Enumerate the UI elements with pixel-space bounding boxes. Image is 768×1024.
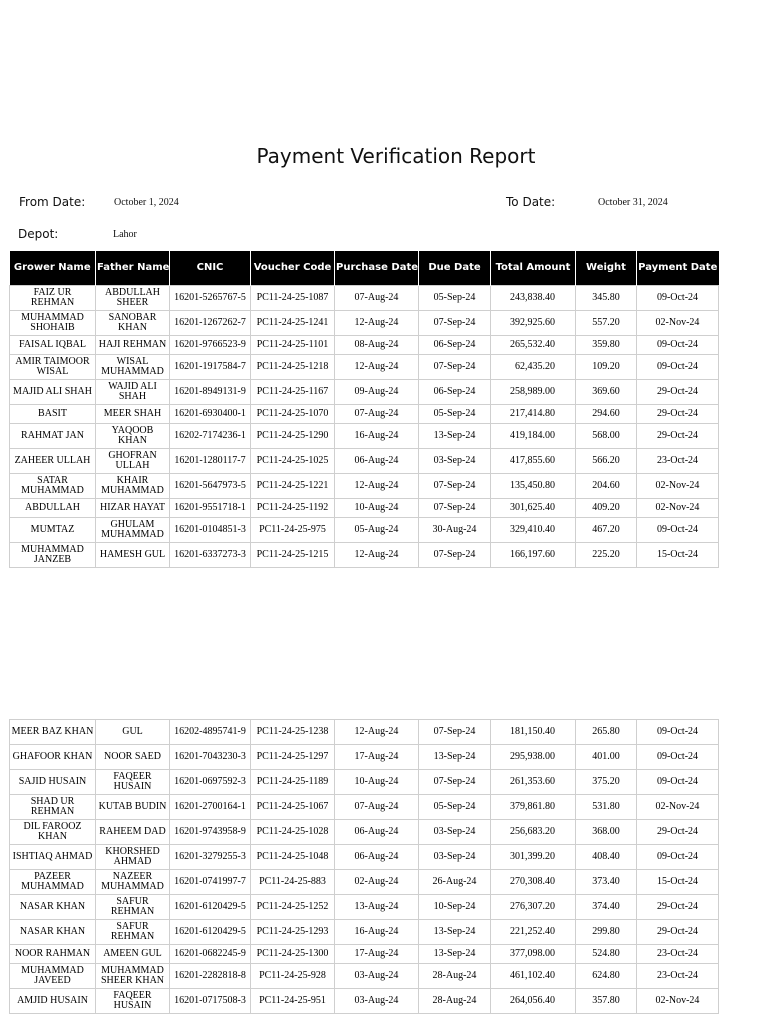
col-total-amount: Total Amount: [491, 251, 576, 285]
due-date-cell: 13-Sep-24: [419, 920, 491, 945]
payment-date-cell: 29-Oct-24: [637, 920, 719, 945]
father-name-cell: HAMESH GUL: [96, 542, 170, 567]
purchase-date-cell: 12-Aug-24: [335, 473, 419, 498]
father-name-cell: SANOBAR KHAN: [96, 310, 170, 335]
purchase-date-cell: 06-Aug-24: [335, 845, 419, 870]
voucher-code-cell: PC11-24-25-951: [251, 989, 335, 1014]
due-date-cell: 03-Sep-24: [419, 820, 491, 845]
weight-cell: 524.80: [576, 945, 637, 964]
from-date-label: From Date:: [19, 195, 86, 209]
purchase-date-cell: 06-Aug-24: [335, 448, 419, 473]
table-row: [10, 895, 719, 920]
purchase-date-cell: 12-Aug-24: [335, 354, 419, 379]
purchase-date-cell: 13-Aug-24: [335, 895, 419, 920]
voucher-code-cell: PC11-24-25-1025: [251, 448, 335, 473]
cnic-cell: 16201-2282818-8: [170, 964, 251, 989]
weight-cell: 225.20: [576, 542, 637, 567]
voucher-code-cell: PC11-24-25-1192: [251, 498, 335, 517]
to-date-label: To Date:: [506, 195, 556, 209]
payment-date-cell: 29-Oct-24: [637, 423, 719, 448]
total-amount-cell: 256,683.20: [491, 820, 576, 845]
grower-name-cell: BASIT: [10, 404, 96, 423]
purchase-date-cell: 03-Aug-24: [335, 989, 419, 1014]
due-date-cell: 30-Aug-24: [419, 517, 491, 542]
weight-cell: 467.20: [576, 517, 637, 542]
table-row: [10, 310, 719, 335]
purchase-date-cell: 07-Aug-24: [335, 795, 419, 820]
due-date-cell: 07-Sep-24: [419, 310, 491, 335]
table-row: [10, 542, 719, 567]
father-name-cell: NOOR SAED: [96, 745, 170, 770]
payment-date-cell: 02-Nov-24: [637, 989, 719, 1014]
voucher-code-cell: PC11-24-25-1215: [251, 542, 335, 567]
total-amount-cell: 295,938.00: [491, 745, 576, 770]
weight-cell: 265.80: [576, 720, 637, 745]
col-grower-name: Grower Name: [10, 251, 96, 285]
due-date-cell: 03-Sep-24: [419, 845, 491, 870]
cnic-cell: 16201-9766523-9: [170, 335, 251, 354]
father-name-cell: HAJI REHMAN: [96, 335, 170, 354]
grower-name-cell: MUHAMMAD SHOHAIB: [10, 310, 96, 335]
col-voucher-code: Voucher Code: [251, 251, 335, 285]
due-date-cell: 03-Sep-24: [419, 448, 491, 473]
weight-cell: 374.40: [576, 895, 637, 920]
to-date-value: October 31, 2024: [598, 197, 668, 208]
voucher-code-cell: PC11-24-25-1252: [251, 895, 335, 920]
weight-cell: 359.80: [576, 335, 637, 354]
voucher-code-cell: PC11-24-25-1087: [251, 285, 335, 310]
table-row: [10, 285, 719, 310]
total-amount-cell: 181,150.40: [491, 720, 576, 745]
table-row: [10, 448, 719, 473]
grower-name-cell: FAIZ UR REHMAN: [10, 285, 96, 310]
cnic-cell: 16201-0104851-3: [170, 517, 251, 542]
table-row: [10, 845, 719, 870]
depot-value: Lahor: [113, 229, 137, 240]
total-amount-cell: 270,308.40: [491, 870, 576, 895]
father-name-cell: KHORSHED AHMAD: [96, 845, 170, 870]
table-row: [10, 920, 719, 945]
payment-date-cell: 09-Oct-24: [637, 720, 719, 745]
table-row: [10, 795, 719, 820]
payment-date-cell: 09-Oct-24: [637, 845, 719, 870]
voucher-code-cell: PC11-24-25-1070: [251, 404, 335, 423]
voucher-code-cell: PC11-24-25-1067: [251, 795, 335, 820]
table-row: [10, 945, 719, 964]
payment-date-cell: 09-Oct-24: [637, 285, 719, 310]
cnic-cell: 16201-9551718-1: [170, 498, 251, 517]
table-row: [10, 820, 719, 845]
voucher-code-cell: PC11-24-25-1218: [251, 354, 335, 379]
cnic-cell: 16201-2700164-1: [170, 795, 251, 820]
father-name-cell: GHULAM MUHAMMAD: [96, 517, 170, 542]
weight-cell: 624.80: [576, 964, 637, 989]
father-name-cell: YAQOOB KHAN: [96, 423, 170, 448]
total-amount-cell: 392,925.60: [491, 310, 576, 335]
total-amount-cell: 301,399.20: [491, 845, 576, 870]
weight-cell: 557.20: [576, 310, 637, 335]
cnic-cell: 16201-6337273-3: [170, 542, 251, 567]
due-date-cell: 28-Aug-24: [419, 989, 491, 1014]
voucher-code-cell: PC11-24-25-883: [251, 870, 335, 895]
weight-cell: 375.20: [576, 770, 637, 795]
payment-table-page-2: [9, 719, 719, 1014]
due-date-cell: 13-Sep-24: [419, 745, 491, 770]
table-row: [10, 498, 719, 517]
father-name-cell: WISAL MUHAMMAD: [96, 354, 170, 379]
voucher-code-cell: PC11-24-25-1297: [251, 745, 335, 770]
payment-date-cell: 23-Oct-24: [637, 945, 719, 964]
purchase-date-cell: 12-Aug-24: [335, 542, 419, 567]
table-row: [10, 423, 719, 448]
purchase-date-cell: 12-Aug-24: [335, 720, 419, 745]
purchase-date-cell: 17-Aug-24: [335, 945, 419, 964]
due-date-cell: 06-Sep-24: [419, 379, 491, 404]
weight-cell: 345.80: [576, 285, 637, 310]
voucher-code-cell: PC11-24-25-975: [251, 517, 335, 542]
weight-cell: 204.60: [576, 473, 637, 498]
purchase-date-cell: 10-Aug-24: [335, 498, 419, 517]
cnic-cell: 16202-4895741-9: [170, 720, 251, 745]
father-name-cell: GUL: [96, 720, 170, 745]
cnic-cell: 16201-6120429-5: [170, 895, 251, 920]
due-date-cell: 07-Sep-24: [419, 473, 491, 498]
grower-name-cell: MAJID ALI SHAH: [10, 379, 96, 404]
payment-date-cell: 09-Oct-24: [637, 354, 719, 379]
table-row: [10, 989, 719, 1014]
grower-name-cell: SHAD UR REHMAN: [10, 795, 96, 820]
grower-name-cell: ISHTIAQ AHMAD: [10, 845, 96, 870]
table-row: [10, 770, 719, 795]
weight-cell: 294.60: [576, 404, 637, 423]
cnic-cell: 16201-3279255-3: [170, 845, 251, 870]
voucher-code-cell: PC11-24-25-1238: [251, 720, 335, 745]
father-name-cell: RAHEEM DAD: [96, 820, 170, 845]
total-amount-cell: 243,838.40: [491, 285, 576, 310]
cnic-cell: 16201-0682245-9: [170, 945, 251, 964]
due-date-cell: 07-Sep-24: [419, 354, 491, 379]
voucher-code-cell: PC11-24-25-1290: [251, 423, 335, 448]
payment-date-cell: 15-Oct-24: [637, 870, 719, 895]
weight-cell: 299.80: [576, 920, 637, 945]
voucher-code-cell: PC11-24-25-1293: [251, 920, 335, 945]
table-body-page-1: [10, 285, 719, 567]
weight-cell: 401.00: [576, 745, 637, 770]
voucher-code-cell: PC11-24-25-928: [251, 964, 335, 989]
table-row: [10, 354, 719, 379]
payment-date-cell: 02-Nov-24: [637, 473, 719, 498]
voucher-code-cell: PC11-24-25-1300: [251, 945, 335, 964]
grower-name-cell: FAISAL IQBAL: [10, 335, 96, 354]
father-name-cell: WAJID ALI SHAH: [96, 379, 170, 404]
cnic-cell: 16201-0717508-3: [170, 989, 251, 1014]
father-name-cell: FAQEER HUSAIN: [96, 770, 170, 795]
table-row: [10, 404, 719, 423]
grower-name-cell: DIL FAROOZ KHAN: [10, 820, 96, 845]
purchase-date-cell: 10-Aug-24: [335, 770, 419, 795]
purchase-date-cell: 06-Aug-24: [335, 820, 419, 845]
weight-cell: 109.20: [576, 354, 637, 379]
payment-date-cell: 02-Nov-24: [637, 795, 719, 820]
cnic-cell: 16201-8949131-9: [170, 379, 251, 404]
total-amount-cell: 379,861.80: [491, 795, 576, 820]
total-amount-cell: 258,989.00: [491, 379, 576, 404]
table-row: [10, 473, 719, 498]
voucher-code-cell: PC11-24-25-1048: [251, 845, 335, 870]
weight-cell: 369.60: [576, 379, 637, 404]
father-name-cell: SAFUR REHMAN: [96, 920, 170, 945]
grower-name-cell: MUHAMMAD JAVEED: [10, 964, 96, 989]
table-header-row: [10, 251, 719, 285]
purchase-date-cell: 03-Aug-24: [335, 964, 419, 989]
grower-name-cell: ZAHEER ULLAH: [10, 448, 96, 473]
grower-name-cell: NOOR RAHMAN: [10, 945, 96, 964]
total-amount-cell: 301,625.40: [491, 498, 576, 517]
cnic-cell: 16201-0741997-7: [170, 870, 251, 895]
due-date-cell: 07-Sep-24: [419, 498, 491, 517]
grower-name-cell: NASAR KHAN: [10, 895, 96, 920]
father-name-cell: KUTAB BUDIN: [96, 795, 170, 820]
grower-name-cell: ABDULLAH: [10, 498, 96, 517]
weight-cell: 368.00: [576, 820, 637, 845]
weight-cell: 408.40: [576, 845, 637, 870]
voucher-code-cell: PC11-24-25-1189: [251, 770, 335, 795]
total-amount-cell: 276,307.20: [491, 895, 576, 920]
table-row: [10, 964, 719, 989]
father-name-cell: MEER SHAH: [96, 404, 170, 423]
report-title: Payment Verification Report: [256, 144, 536, 168]
grower-name-cell: AMJID HUSAIN: [10, 989, 96, 1014]
weight-cell: 566.20: [576, 448, 637, 473]
father-name-cell: MUHAMMAD SHEER KHAN: [96, 964, 170, 989]
col-father-name: Father Name: [96, 251, 170, 285]
payment-date-cell: 09-Oct-24: [637, 517, 719, 542]
voucher-code-cell: PC11-24-25-1101: [251, 335, 335, 354]
col-purchase-date: Purchase Date: [335, 251, 419, 285]
grower-name-cell: MUMTAZ: [10, 517, 96, 542]
payment-date-cell: 02-Nov-24: [637, 310, 719, 335]
total-amount-cell: 377,098.00: [491, 945, 576, 964]
table-row: [10, 745, 719, 770]
total-amount-cell: 217,414.80: [491, 404, 576, 423]
total-amount-cell: 417,855.60: [491, 448, 576, 473]
cnic-cell: 16201-1267262-7: [170, 310, 251, 335]
grower-name-cell: NASAR KHAN: [10, 920, 96, 945]
cnic-cell: 16201-1280117-7: [170, 448, 251, 473]
due-date-cell: 07-Sep-24: [419, 770, 491, 795]
total-amount-cell: 261,353.60: [491, 770, 576, 795]
due-date-cell: 13-Sep-24: [419, 945, 491, 964]
grower-name-cell: PAZEER MUHAMMAD: [10, 870, 96, 895]
grower-name-cell: SATAR MUHAMMAD: [10, 473, 96, 498]
purchase-date-cell: 16-Aug-24: [335, 423, 419, 448]
weight-cell: 373.40: [576, 870, 637, 895]
father-name-cell: KHAIR MUHAMMAD: [96, 473, 170, 498]
total-amount-cell: 329,410.40: [491, 517, 576, 542]
purchase-date-cell: 02-Aug-24: [335, 870, 419, 895]
father-name-cell: NAZEER MUHAMMAD: [96, 870, 170, 895]
father-name-cell: GHOFRAN ULLAH: [96, 448, 170, 473]
father-name-cell: ABDULLAH SHEER: [96, 285, 170, 310]
weight-cell: 568.00: [576, 423, 637, 448]
due-date-cell: 07-Sep-24: [419, 720, 491, 745]
cnic-cell: 16201-5265767-5: [170, 285, 251, 310]
payment-date-cell: 09-Oct-24: [637, 745, 719, 770]
table-body-page-2: [10, 720, 719, 1014]
payment-table-page-1: [9, 251, 719, 568]
weight-cell: 409.20: [576, 498, 637, 517]
payment-date-cell: 29-Oct-24: [637, 895, 719, 920]
weight-cell: 531.80: [576, 795, 637, 820]
table-row: [10, 379, 719, 404]
purchase-date-cell: 17-Aug-24: [335, 745, 419, 770]
depot-label: Depot:: [18, 227, 59, 241]
father-name-cell: AMEEN GUL: [96, 945, 170, 964]
total-amount-cell: 135,450.80: [491, 473, 576, 498]
cnic-cell: 16201-7043230-3: [170, 745, 251, 770]
purchase-date-cell: 16-Aug-24: [335, 920, 419, 945]
grower-name-cell: RAHMAT JAN: [10, 423, 96, 448]
col-due-date: Due Date: [419, 251, 491, 285]
cnic-cell: 16201-1917584-7: [170, 354, 251, 379]
total-amount-cell: 461,102.40: [491, 964, 576, 989]
cnic-cell: 16201-9743958-9: [170, 820, 251, 845]
purchase-date-cell: 07-Aug-24: [335, 285, 419, 310]
total-amount-cell: 221,252.40: [491, 920, 576, 945]
voucher-code-cell: PC11-24-25-1028: [251, 820, 335, 845]
table-row: [10, 335, 719, 354]
due-date-cell: 06-Sep-24: [419, 335, 491, 354]
weight-cell: 357.80: [576, 989, 637, 1014]
due-date-cell: 28-Aug-24: [419, 964, 491, 989]
table-row: [10, 870, 719, 895]
cnic-cell: 16201-6120429-5: [170, 920, 251, 945]
due-date-cell: 07-Sep-24: [419, 542, 491, 567]
payment-date-cell: 23-Oct-24: [637, 964, 719, 989]
purchase-date-cell: 05-Aug-24: [335, 517, 419, 542]
grower-name-cell: MEER BAZ KHAN: [10, 720, 96, 745]
total-amount-cell: 264,056.40: [491, 989, 576, 1014]
payment-date-cell: 29-Oct-24: [637, 404, 719, 423]
total-amount-cell: 166,197.60: [491, 542, 576, 567]
table-row: [10, 517, 719, 542]
grower-name-cell: MUHAMMAD JANZEB: [10, 542, 96, 567]
due-date-cell: 05-Sep-24: [419, 795, 491, 820]
payment-date-cell: 29-Oct-24: [637, 379, 719, 404]
purchase-date-cell: 07-Aug-24: [335, 404, 419, 423]
cnic-cell: 16201-0697592-3: [170, 770, 251, 795]
voucher-code-cell: PC11-24-25-1167: [251, 379, 335, 404]
payment-date-cell: 09-Oct-24: [637, 335, 719, 354]
total-amount-cell: 265,532.40: [491, 335, 576, 354]
table-row: [10, 720, 719, 745]
due-date-cell: 10-Sep-24: [419, 895, 491, 920]
payment-date-cell: 09-Oct-24: [637, 770, 719, 795]
total-amount-cell: 62,435.20: [491, 354, 576, 379]
total-amount-cell: 419,184.00: [491, 423, 576, 448]
cnic-cell: 16201-5647973-5: [170, 473, 251, 498]
grower-name-cell: SAJID HUSAIN: [10, 770, 96, 795]
grower-name-cell: GHAFOOR KHAN: [10, 745, 96, 770]
due-date-cell: 13-Sep-24: [419, 423, 491, 448]
due-date-cell: 26-Aug-24: [419, 870, 491, 895]
purchase-date-cell: 08-Aug-24: [335, 335, 419, 354]
from-date-value: October 1, 2024: [114, 197, 179, 208]
due-date-cell: 05-Sep-24: [419, 404, 491, 423]
cnic-cell: 16202-7174236-1: [170, 423, 251, 448]
purchase-date-cell: 09-Aug-24: [335, 379, 419, 404]
col-weight: Weight: [576, 251, 637, 285]
payment-date-cell: 02-Nov-24: [637, 498, 719, 517]
col-cnic: CNIC: [170, 251, 251, 285]
father-name-cell: SAFUR REHMAN: [96, 895, 170, 920]
payment-date-cell: 15-Oct-24: [637, 542, 719, 567]
due-date-cell: 05-Sep-24: [419, 285, 491, 310]
payment-date-cell: 23-Oct-24: [637, 448, 719, 473]
grower-name-cell: AMIR TAIMOOR WISAL: [10, 354, 96, 379]
cnic-cell: 16201-6930400-1: [170, 404, 251, 423]
payment-date-cell: 29-Oct-24: [637, 820, 719, 845]
father-name-cell: HIZAR HAYAT: [96, 498, 170, 517]
father-name-cell: FAQEER HUSAIN: [96, 989, 170, 1014]
voucher-code-cell: PC11-24-25-1221: [251, 473, 335, 498]
voucher-code-cell: PC11-24-25-1241: [251, 310, 335, 335]
col-payment-date: Payment Date: [637, 251, 719, 285]
purchase-date-cell: 12-Aug-24: [335, 310, 419, 335]
